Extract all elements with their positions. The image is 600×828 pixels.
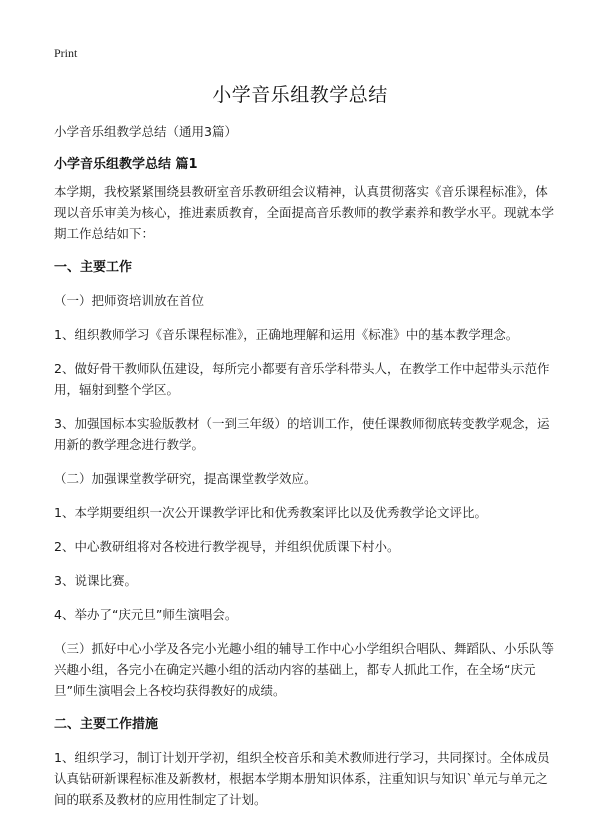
intro-paragraph: 本学期，我校紧紧围绕县教研室音乐教研组会议精神，认真贯彻落实《音乐课程标准》，体现以音乐审美为核心，推进素质教育，全面提高音乐教师的教学素养和教学水平。现就本学期工作总结如下： — [54, 184, 555, 241]
subsection-heading: （二）加强课堂教学研究，提高课堂教学效应。 — [54, 471, 317, 486]
list-item: 2、做好骨干教师队伍建设，每所完小都要有音乐学科带头人，在教学工作中起带头示范作用，辐射到整个学区。 — [54, 361, 550, 397]
section-heading-measures: 二、主要工作措施 — [54, 717, 159, 732]
article-heading: 小学音乐组教学总结 篇1 — [54, 157, 198, 172]
list-item: 1、本学期要组织一次公开课教学评比和优秀教案评比以及优秀教学论文评比。 — [54, 505, 487, 520]
list-item: 3、加强国标本实验版教材（一到三年级）的培训工作，使任课教师彻底转变教学观念，运用新的教学理念进行教学。 — [54, 416, 550, 452]
subsection-heading: （一）把师资培训放在首位 — [54, 293, 205, 308]
list-item: 3、说课比赛。 — [54, 573, 137, 588]
document-title: 小学音乐组教学总结 — [212, 84, 388, 106]
print-link[interactable]: Print — [54, 46, 78, 60]
list-item: 4、举办了“庆元旦”师生演唱会。 — [54, 607, 238, 622]
section-heading-main-work: 一、主要工作 — [54, 260, 133, 275]
list-item: 1、组织教师学习《音乐课程标准》，正确地理解和运用《标准》中的基本教学理念。 — [54, 327, 519, 342]
list-item: 1、组织学习，制订计划开学初，组织全校音乐和美术教师进行学习，共同探讨。全体成员认真钻研新课程标准及新教材，根据本学期本册知识体系，注重知识与知识`单元与单元之间的联系及教材的应用性制定了计划。 — [54, 750, 550, 807]
list-item: 2、中心教研组将对各校进行教学视导，并组织优质课下村小。 — [54, 539, 400, 554]
document-subtitle: 小学音乐组教学总结（通用3篇） — [54, 124, 237, 139]
document-body — [54, 121, 554, 823]
subsection-paragraph: （三）抓好中心小学及各完小光趣小组的辅导工作中心小学组织合唱队、舞蹈队、小乐队等兴趣小组，各完小在确定兴趣小组的活动内容的基础上，都专人抓此工作，在全场“庆元旦”师生演唱会上各校均获得教好的成绩。 — [54, 641, 555, 698]
